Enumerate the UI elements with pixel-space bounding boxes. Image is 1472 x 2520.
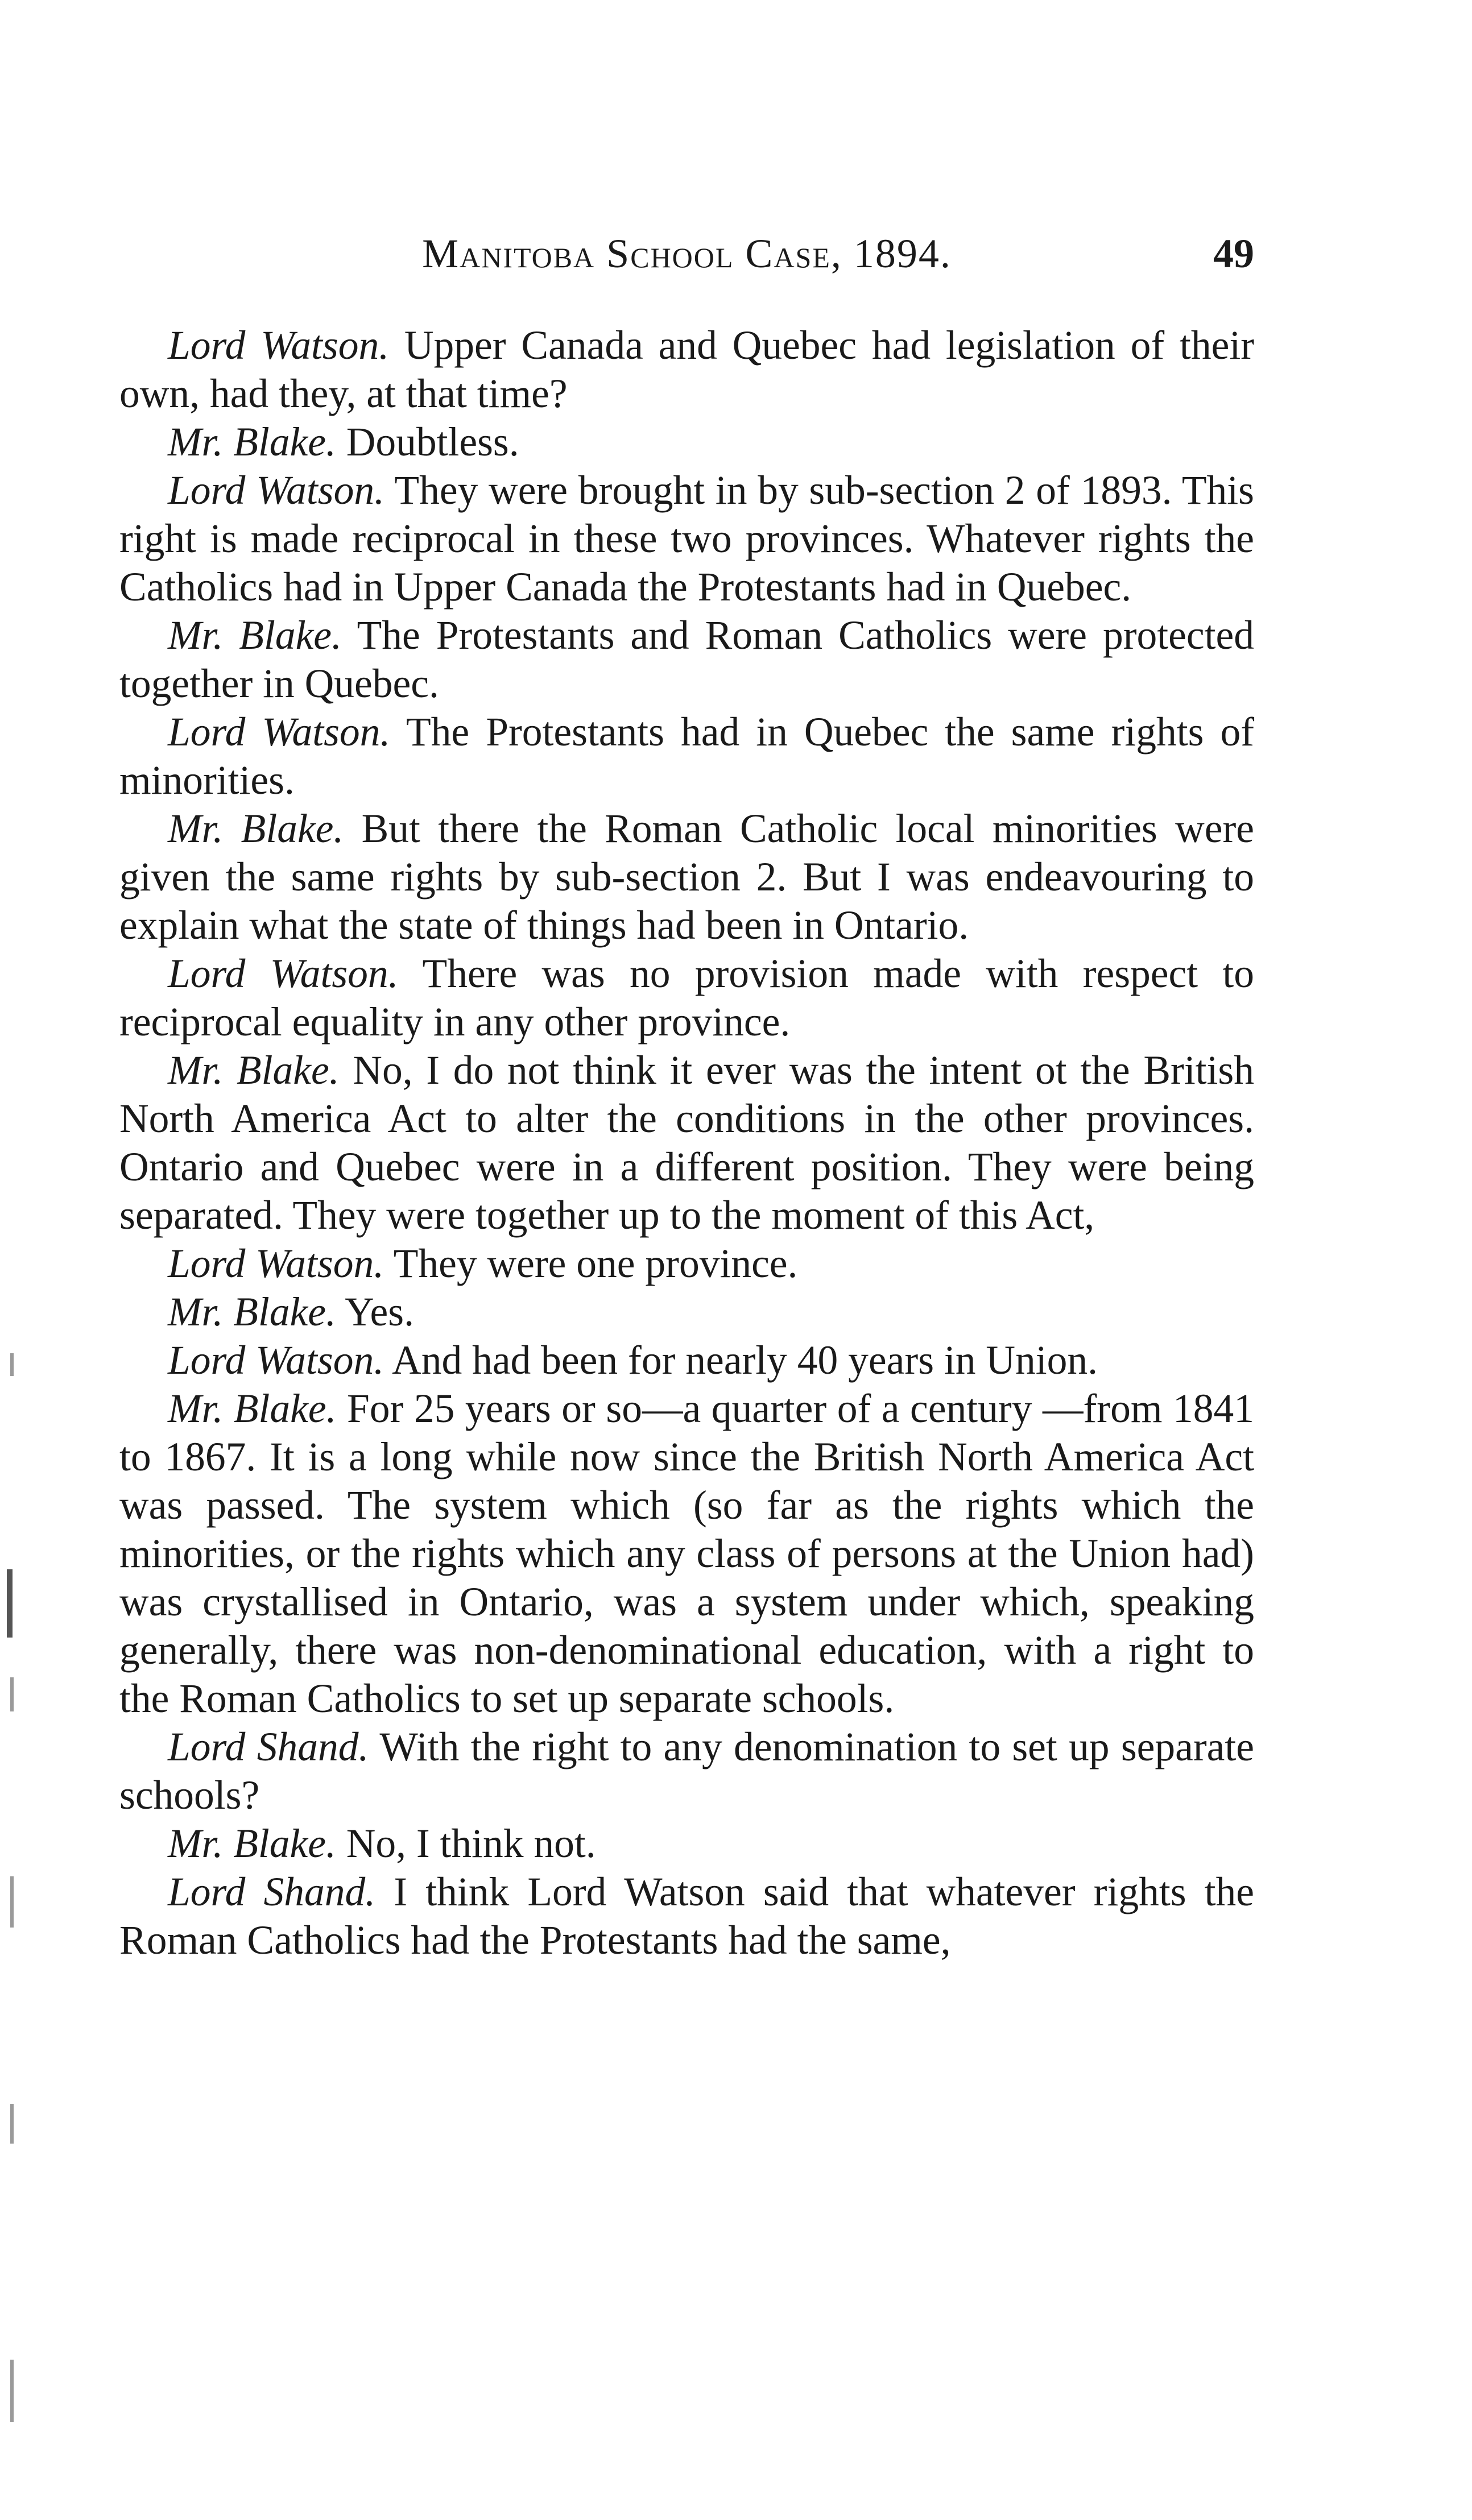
dialogue-paragraph: [119, 1336, 1254, 1385]
scan-speck: [10, 2104, 14, 2144]
speaker-name: Mr. Blake.: [168, 1048, 340, 1093]
dialogue-paragraph: [119, 611, 1254, 708]
dialogue-paragraph: [119, 708, 1254, 805]
dialogue-text: Yes.: [336, 1290, 414, 1334]
scan-speck: [10, 1353, 14, 1376]
dialogue-text: Upper Canada and Quebec had legislation of their own, had they, at that time?: [119, 323, 1255, 416]
speaker-name: Mr. Blake.: [168, 1386, 337, 1431]
dialogue-text: There was no provision made with respect to reciprocal equality in any other province.: [119, 951, 1254, 1045]
dialogue-paragraph: [119, 1385, 1254, 1723]
dialogue-paragraph: [119, 1868, 1254, 1964]
dialogue-paragraph: [119, 950, 1254, 1046]
speaker-name: Mr. Blake.: [168, 806, 344, 851]
scan-speck: [10, 1876, 14, 1928]
dialogue-text: The Protestants and Roman Catholics were protected together in Quebec.: [119, 613, 1254, 706]
speaker-name: Lord Watson.: [168, 710, 391, 755]
dialogue-paragraph: [119, 1046, 1254, 1240]
dialogue-text: With the right to any denomination to set up separate schools?: [119, 1725, 1255, 1818]
speaker-name: Mr. Blake.: [168, 1290, 336, 1334]
scan-speck: [10, 1677, 14, 1711]
dialogue-text: No, I think not.: [336, 1821, 596, 1866]
dialogue-paragraph: [119, 805, 1254, 950]
speaker-name: Lord Shand.: [168, 1725, 369, 1769]
dialogue-paragraph: [119, 1240, 1254, 1288]
dialogue-text: For 25 years or so—a quarter of a century —from 1841 to 1867. It is a long while now since the British North America Act was passed. The system which (so far as the rights which the minorities, or the rights which any class of persons at the Union had) was crystallised in Ontario, was a system under which, speaking generally, there was non-denominational education, with a right to the Roman Catholics to set up separate schools.: [119, 1386, 1254, 1721]
scan-speck: [10, 2360, 14, 2422]
speaker-name: Lord Watson.: [168, 1338, 384, 1383]
dialogue-text: The Protestants had in Quebec the same rights of minorities.: [119, 710, 1254, 803]
page-number: 49: [1213, 231, 1254, 276]
speaker-name: Lord Watson.: [168, 323, 390, 368]
dialogue-paragraph: [119, 1288, 1254, 1336]
running-title: Manitoba School Case, 1894.: [422, 231, 952, 276]
speaker-name: Mr. Blake.: [168, 1821, 336, 1866]
body-text: [119, 321, 1254, 1964]
scan-speck: [7, 1569, 13, 1638]
running-head: [119, 230, 1254, 293]
dialogue-paragraph: [119, 418, 1254, 466]
dialogue-text: And had been for nearly 40 years in Union.: [384, 1338, 1098, 1383]
dialogue-paragraph: [119, 1723, 1254, 1819]
dialogue-text: They were brought in by sub-section 2 of 1893. This right is made reciprocal in these two provinces. Whatever rights the Catholics had in Upper Canada the Protestants had in Quebec.: [119, 468, 1254, 610]
dialogue-text: They were one province.: [384, 1241, 798, 1286]
dialogue-paragraph: [119, 466, 1254, 611]
dialogue-paragraph: [119, 1819, 1254, 1868]
speaker-name: Lord Watson.: [168, 468, 384, 513]
dialogue-paragraph: [119, 321, 1254, 418]
dialogue-text: No, I do not think it ever was the intent ot the British North America Act to alter the conditions in the other provinces. Ontario and Quebec were in a different position. They were being separated. They were together up to the moment of this Act,: [119, 1048, 1254, 1238]
speaker-name: Lord Watson.: [168, 1241, 384, 1286]
speaker-name: Lord Shand.: [168, 1870, 376, 1914]
speaker-name: Mr. Blake.: [168, 420, 336, 465]
dialogue-text: I think Lord Watson said that whatever rights the Roman Catholics had the Protestants had the same,: [119, 1870, 1255, 1963]
speaker-name: Lord Watson.: [168, 951, 399, 996]
speaker-name: Mr. Blake.: [168, 613, 342, 658]
dialogue-text: Doubtless.: [336, 420, 519, 465]
dialogue-text: But there the Roman Catholic local minorities were given the same rights by sub-section 2. But I was endeavouring to explain what the state of things had been in Ontario.: [119, 806, 1254, 948]
